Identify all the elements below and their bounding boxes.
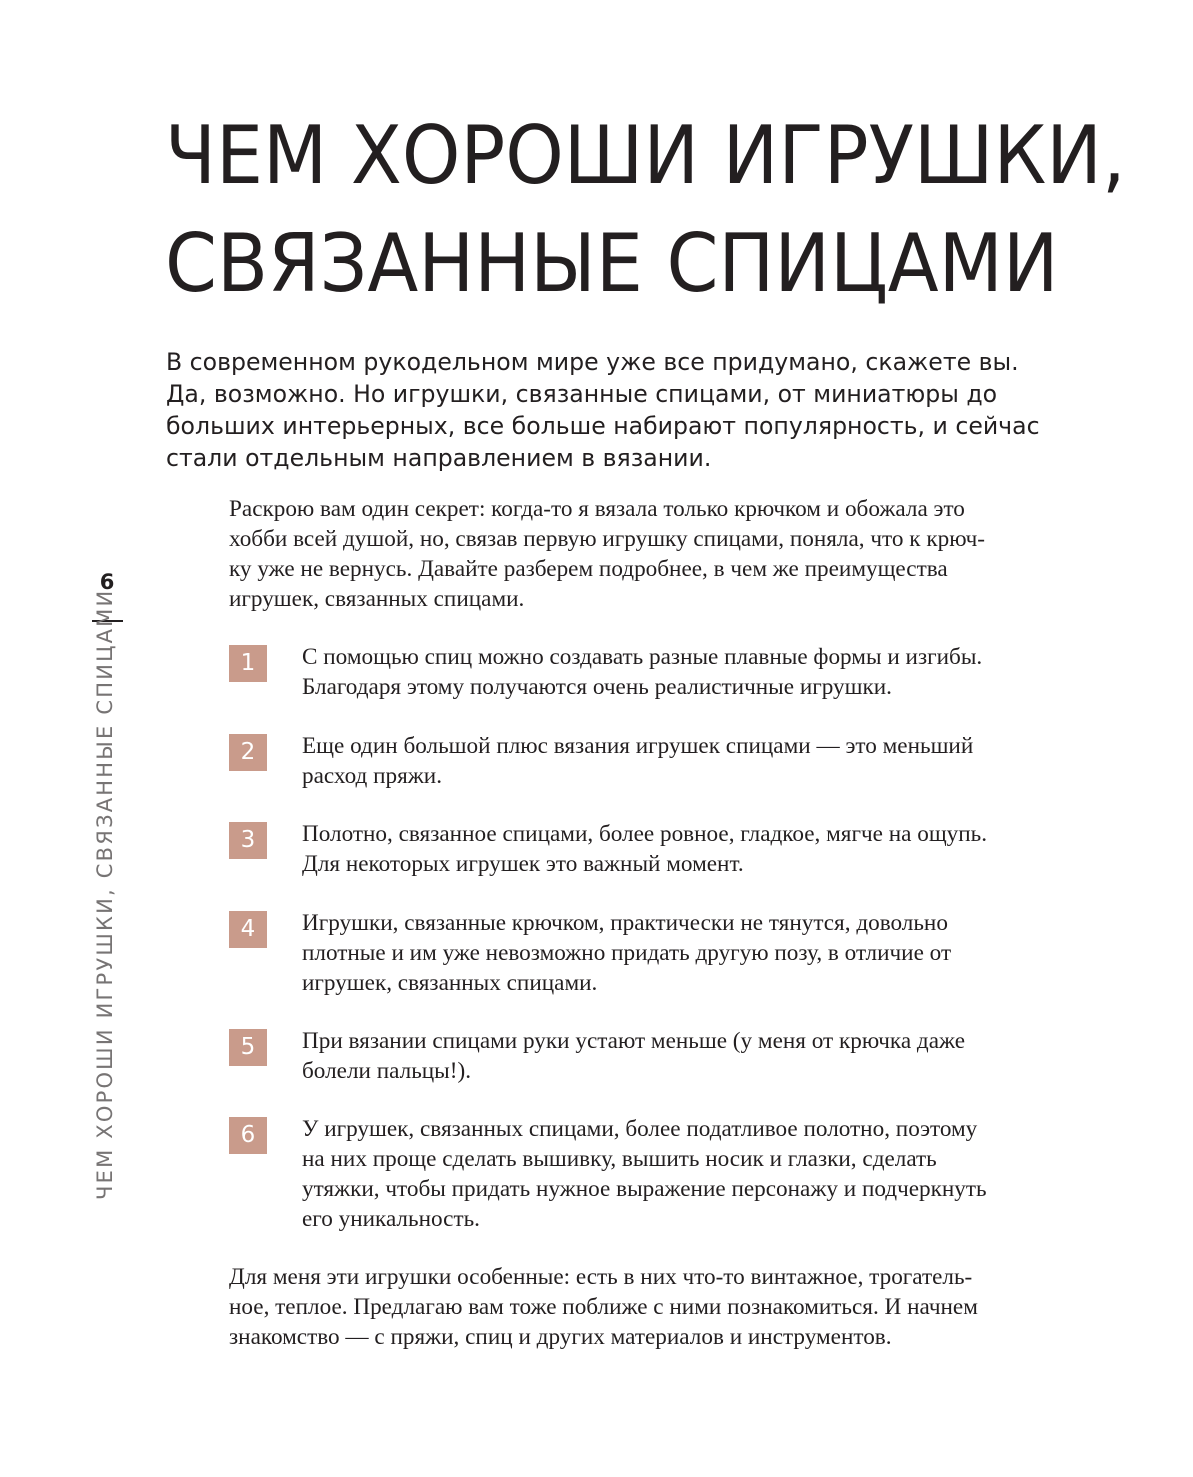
intro-line: ку уже не вернусь. Давайте разберем подробнее, в чем же преимущества (229, 556, 948, 582)
list-item-line: У игрушек, связанных спицами, более податливое полотно, поэтому (302, 1116, 978, 1142)
list-item-line: на них проще сделать вышивку, вышить носик и глазки, сделать (302, 1146, 937, 1172)
body-text (229, 494, 1109, 1350)
intro-line: игрушек, связанных спицами. (229, 586, 525, 612)
page-number: 6 (99, 570, 115, 594)
list-item-line: Для некоторых игрушек это важный момент. (302, 851, 744, 877)
number-badge: 3 (229, 822, 267, 859)
intro-paragraph (229, 494, 1109, 614)
page-title-line: ЧЕМ ХОРОШИ ИГРУШКИ, (165, 109, 1126, 202)
list-item-text (302, 1114, 1122, 1234)
outro-line: Для меня эти игрушки особенные: есть в них что-то винтажное, трогатель- (229, 1264, 973, 1290)
lead-line: больших интерьерных, все больше набирают популярность, и сейчас (166, 412, 1040, 440)
list-item-line: Игрушки, связанные крючком, практически не тянутся, довольно (302, 910, 948, 936)
list-item-text (302, 1026, 1122, 1086)
list-item-line: его уникальность. (302, 1206, 480, 1232)
page-title (165, 102, 1126, 318)
number-badge: 1 (229, 645, 267, 682)
list-item-text (302, 642, 1122, 702)
list-item-text (302, 908, 1122, 998)
list-item-line: С помощью спиц можно создавать разные плавные формы и изгибы. (302, 644, 983, 670)
outro-line: ное, теплое. Предлагаю вам тоже поближе с ними познакомиться. И начнем (229, 1294, 978, 1320)
outro-line: знакомство — с пряжи, спиц и других материалов и инструментов. (229, 1324, 892, 1350)
list-item-line: расход пряжи. (302, 763, 442, 789)
list-item-text (302, 731, 1122, 791)
lead-paragraph (166, 346, 1086, 474)
lead-line: стали отдельным направлением в вязании. (166, 444, 712, 472)
list-item-line: Еще один большой плюс вязания игрушек спицами — это меньший (302, 733, 974, 759)
list-item-line: Благодаря этому получаются очень реалистичные игрушки. (302, 674, 892, 700)
number-badge: 5 (229, 1029, 267, 1066)
running-head: ЧЕМ ХОРОШИ ИГРУШКИ, СВЯЗАННЫЕ СПИЦАМИ (93, 588, 117, 1200)
list-item-line: утяжки, чтобы придать нужное выражение персонажу и подчеркнуть (302, 1176, 987, 1202)
list-item-line: игрушек, связанных спицами. (302, 970, 598, 996)
list-item-line: болели пальцы!). (302, 1058, 472, 1084)
list-item-line: При вязании спицами руки устают меньше (у меня от крючка даже (302, 1028, 966, 1054)
list-item-text (302, 819, 1122, 879)
intro-line: хобби всей душой, но, связав первую игрушку спицами, поняла, что к крюч- (229, 526, 986, 552)
outro-paragraph (229, 1262, 978, 1352)
lead-line: Да, возможно. Но игрушки, связанные спицами, от миниатюры до (166, 380, 998, 408)
list-item-line: Полотно, связанное спицами, более ровное, гладкое, мягче на ощупь. (302, 821, 988, 847)
number-badge: 4 (229, 911, 267, 948)
page-title-line: СВЯЗАННЫЕ СПИЦАМИ (165, 217, 1059, 310)
number-badge: 2 (229, 734, 267, 771)
number-badge: 6 (229, 1117, 267, 1154)
list-item-line: плотные и им уже невозможно придать другую позу, в отличие от (302, 940, 952, 966)
intro-line: Раскрою вам один секрет: когда-то я вязала только крючком и обожала это (229, 496, 965, 522)
lead-line: В современном рукодельном мире уже все придумано, скажете вы. (166, 348, 1019, 376)
